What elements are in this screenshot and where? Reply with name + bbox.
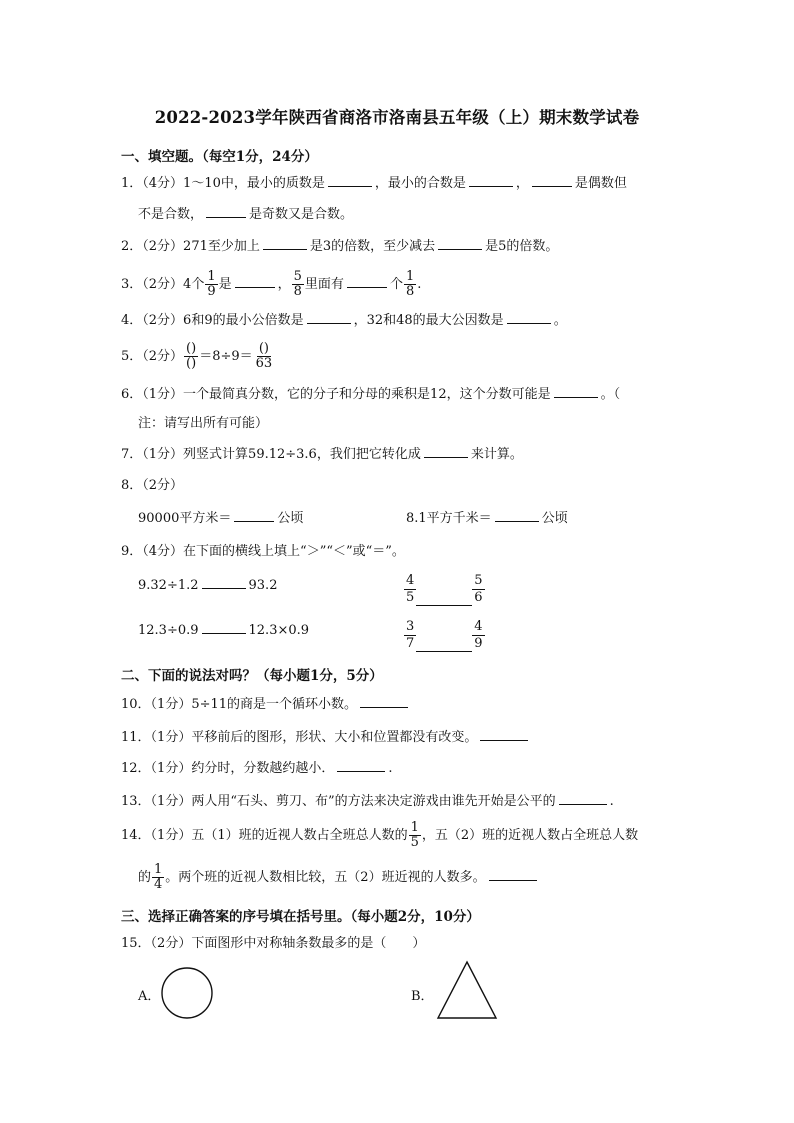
question-9: 9．（4分）在下面的横线上填上“＞”“＜”或“＝”。: [121, 544, 405, 559]
question-12: 12．（1分）约分时，分数越约越小． .: [121, 761, 393, 776]
fraction: $\frac{1}{5}$: [410, 820, 419, 850]
answer-blank[interactable]: [347, 275, 387, 288]
section-1-heading: 一、填空题。（每空1分，24分）: [121, 149, 318, 165]
answer-blank[interactable]: [554, 385, 598, 398]
question-4: 4．（2分）6和9的最小公倍数是 ，32和48的最大公因数是 。: [121, 313, 567, 328]
question-1: 1．（4分）1～10中，最小的质数是 ，最小的合数是 ， 是偶数但: [121, 176, 627, 191]
answer-blank[interactable]: [489, 868, 537, 881]
question-7: 7．（1分）列竖式计算59.12÷3.6，我们把它转化成 来计算。: [121, 447, 523, 462]
answer-blank[interactable]: [202, 621, 246, 634]
answer-blank[interactable]: [507, 311, 551, 324]
answer-blank[interactable]: [337, 759, 385, 772]
answer-blank[interactable]: [328, 174, 372, 187]
fraction: 4 5: [406, 573, 415, 605]
fraction: $\frac{5}{8}$: [293, 269, 302, 299]
answer-blank[interactable]: [360, 695, 408, 708]
answer-blank[interactable]: [307, 311, 351, 324]
fraction: $\frac{1}{8}$: [405, 269, 415, 299]
question-10: 10．（1分）5÷11的商是一个循环小数。: [121, 695, 411, 715]
fraction: $\frac{1}{4}$: [154, 862, 163, 892]
question-15: 15．（2分）下面图形中对称轴条数最多的是（ ）: [121, 936, 426, 951]
fraction: $\frac{()}{()}$: [186, 341, 197, 371]
answer-blank[interactable]: [532, 174, 572, 187]
answer-blank[interactable]: [438, 237, 482, 250]
question-14: 14．（1分）五（1）班的近视人数占全班总人数的 $\frac{1}{5}$ ，五（2）班的近视人数占全班总人数: [121, 820, 639, 850]
fraction: $\frac{()}{63}$: [255, 341, 273, 371]
question-9-row1: 9.32÷1.2 93.2: [138, 578, 278, 593]
answer-blank[interactable]: [202, 576, 246, 589]
question-6-cont: 注：请写出所有可能）: [138, 416, 269, 431]
fraction: $\frac{1}{9}$: [207, 269, 216, 299]
answer-blank[interactable]: [416, 591, 472, 606]
question-14-cont: 的 $\frac{1}{4}$ 。两个班的近视人数相比较，五（2）班近视的人数多。: [138, 862, 540, 894]
question-13: 13．（1分）两人用“石头、剪刀、布”的方法来决定游戏由谁先开始是公平的 .: [121, 794, 614, 809]
question-9-compare2: [404, 619, 485, 652]
fraction: 4 9: [474, 619, 483, 651]
answer-blank[interactable]: [469, 174, 513, 187]
triangle-figure-icon: [436, 960, 498, 1020]
question-8: 8．（2分）: [121, 478, 184, 493]
answer-blank[interactable]: [424, 445, 468, 458]
answer-blank[interactable]: [480, 728, 528, 741]
answer-blank[interactable]: [235, 275, 275, 288]
page-title: 2022-2023学年陕西省商洛市洛南县五年级（上）期末数学试卷: [154, 108, 640, 127]
question-1-cont: 不是合数， 是奇数又是合数。: [138, 207, 354, 222]
answer-blank[interactable]: [206, 205, 246, 218]
option-b-label[interactable]: B．: [411, 989, 434, 1004]
answer-blank[interactable]: [559, 792, 607, 805]
question-6: 6．（1分）一个最简真分数，它的分子和分母的乘积是12，这个分数可能是 。（: [121, 387, 621, 402]
option-a-label[interactable]: A．: [138, 989, 161, 1004]
question-8-right: 8.1平方千米＝ 公顷: [406, 511, 568, 526]
fraction: 3 7: [406, 619, 415, 651]
question-11: 11．（1分）平移前后的图形，形状、大小和位置都没有改变。: [121, 728, 531, 748]
answer-blank[interactable]: [495, 509, 539, 522]
section-3-heading: 三、选择正确答案的序号填在括号里。（每小题2分，10分）: [121, 909, 480, 925]
question-9-row2: 12.3÷0.9 12.3×0.9: [138, 623, 310, 638]
question-5: 5．（2分） $\frac{()}{()}$ ＝8÷9＝ $\frac{()}{63}$: [121, 341, 273, 371]
question-2: 2．（2分）271至少加上 是3的倍数，至少减去 是5的倍数。: [121, 239, 559, 254]
answer-blank[interactable]: [263, 237, 307, 250]
circle-figure-icon: [160, 966, 214, 1020]
section-2-heading: 二、下面的说法对吗？（每小题1分，5分）: [121, 668, 383, 684]
question-8-left: 90000平方米＝ 公顷: [138, 511, 304, 526]
answer-blank[interactable]: [234, 509, 274, 522]
answer-blank[interactable]: [416, 637, 472, 652]
question-9-compare1: [404, 573, 485, 606]
fraction: 5 6: [474, 573, 483, 605]
question-3: 3．（2分）4个 $\frac{1}{9}$ 是 ， $\frac{5}{8}$ 里面有 个 $\frac{1}{8}$ .: [121, 269, 422, 299]
